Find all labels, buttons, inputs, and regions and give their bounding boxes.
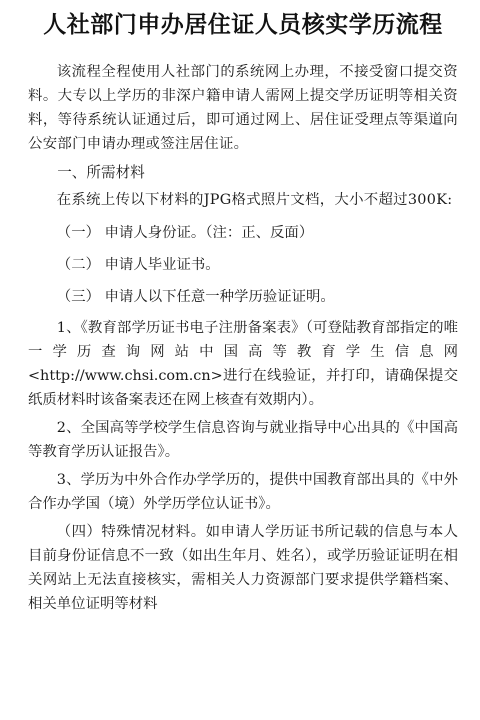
section-heading-materials: 一、所需材料 [57,164,145,181]
list-item-special-cases: （四）特殊情况材料。如申请人学历证书所记载的信息与本人目前身份证信息不一致（如出生年月、姓名），或学历验证证明在相关网站上无法直接核实，需相关人力资源部门要求提供学籍档案、相关单位证明等材料 [28,524,458,612]
sub-item-certification-report: 2、全国高等学校学生信息咨询与就业指导中心出具的《中国高等教育学历认证报告》。 [28,420,458,460]
list-item-diploma: （二） 申请人毕业证书。 [56,257,220,273]
list-item-id-card: （一） 申请人身份证。（注：正、反面） [56,225,314,241]
document-title: 人社部门申办居住证人员核实学历流程 [43,12,443,38]
list-item-verification: （三） 申请人以下任意一种学历验证证明。 [56,289,335,305]
sub-item-joint-program-certificate: 3、学历为中外合作办学学历的，提供中国教育部出具的《中外合作办学国（境）外学历学位认证书》。 [28,472,458,512]
sub-item-registration-form: 1、《教育部学历证书电子注册备案表》（可登陆教育部指定的唯一学历查询网站中国高等教育学生信息网<http://www.chsi.com.cn>进行在线验证，并打印，请确保提交纸质材料时该备案表还在网上核查有效期内）。 [28,320,458,408]
materials-intro-paragraph: 在系统上传以下材料的JPG格式照片文档，大小不超过300K: [56,192,453,208]
intro-paragraph: 该流程全程使用人社部门的系统网上办理，不接受窗口提交资料。大专以上学历的非深户籍申请人需网上提交学历证明等相关资料，等待系统认证通过后，即可通过网上、居住证受理点等渠道向公安部门申请办理或签注居住证。 [28,64,458,152]
